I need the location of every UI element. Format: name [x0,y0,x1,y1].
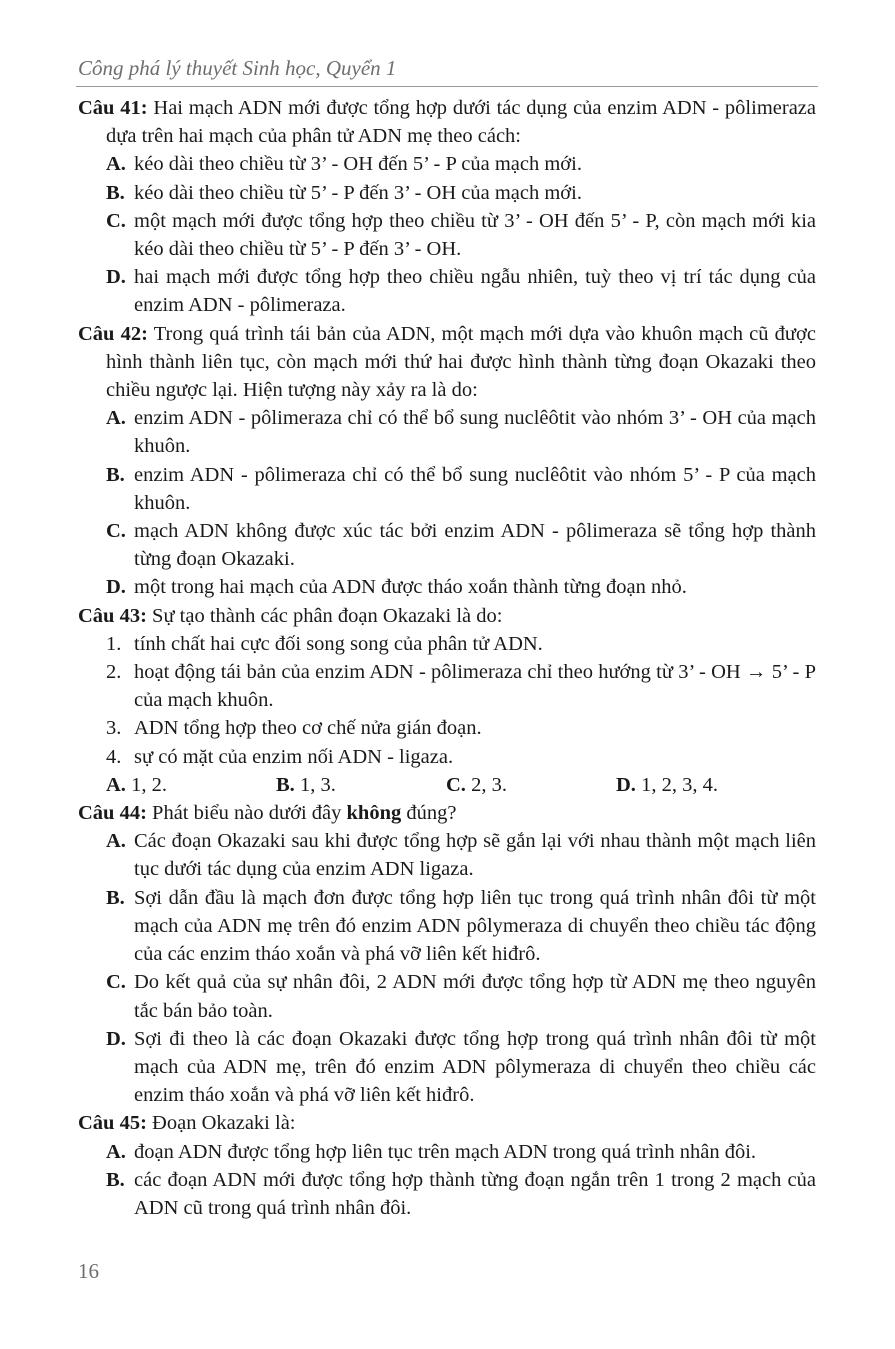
option-a: A. enzim ADN - pôlimeraza chỉ có thể bổ sung nuclêôtit vào nhóm 3’ - OH của mạch khuôn. [106,407,816,458]
question-text: Đoạn Okazaki là: [146,1112,296,1135]
option-c: C. Do kết quả của sự nhân đôi, 2 ADN mới được tổng hợp từ ADN mẹ theo nguyên tắc bán bảo toàn. [106,971,816,1022]
statement-3: 3. ADN tổng hợp theo cơ chế nửa gián đoạn. [106,717,482,740]
option-a: A. Các đoạn Okazaki sau khi được tổng hợp sẽ gắn lại với nhau thành một mạch liên tục dưới tác dụng của enzim ADN ligaza. [106,830,816,881]
option-d: D. một trong hai mạch của ADN được tháo xoắn thành từng đoạn nhỏ. [106,576,687,599]
option-a: A. kéo dài theo chiều từ 3’ - OH đến 5’ - P của mạch mới. [106,153,582,176]
option-d: D. Sợi đi theo là các đoạn Okazaki được tổng hợp trong quá trình nhân đôi từ một mạch của ADN mẹ, trên đó enzim ADN pôlymeraza di chuyển theo chiều các enzim tháo xoắn và phá vỡ liên kết hiđrô. [106,1027,816,1107]
option-b: B. enzim ADN - pôlimeraza chỉ có thể bổ sung nuclêôtit vào nhóm 5’ - P của mạch khuôn. [106,463,816,514]
question-text: Hai mạch ADN mới được tổng hợp dưới tác dụng của enzim ADN - pôlimeraza dựa trên hai mạch của phân tử ADN mẹ theo cách: [106,97,816,148]
option-b: B. các đoạn ADN mới được tổng hợp thành từng đoạn ngắn trên 1 trong 2 mạch của ADN cũ trong quá trình nhân đôi. [106,1168,816,1219]
page-number: 16 [78,1259,99,1283]
question-label: Câu 43: [78,604,147,627]
option-c: C. mạch ADN không được xúc tác bởi enzim ADN - pôlimeraza sẽ tổng hợp thành từng đoạn Okazaki. [106,520,816,571]
option-d: D. hai mạch mới được tổng hợp theo chiều ngẫu nhiên, tuỳ theo vị trí tác dụng của enzim ADN - pôlimeraza. [106,266,816,317]
question-label: Câu 42: [78,322,148,345]
statement-2: 2. hoạt động tái bản của enzim ADN - pôlimeraza chỉ theo hướng từ 3’ - OH → 5’ - P của mạch khuôn. [106,661,816,712]
statement-4: 4. sự có mặt của enzim nối ADN - ligaza. [106,745,454,768]
statement-1: 1. tính chất hai cực đối song song của phân tử ADN. [106,632,543,655]
question-label: Câu 41: [78,97,148,119]
question-text: Trong quá trình tái bản của ADN, một mạch mới dựa vào khuôn mạch cũ được hình thành liên tục, còn mạch mới thứ hai được hình thành từng đoạn Okazaki theo chiều ngược lại. Hiện tượng này xảy ra là do: [106,322,816,402]
question-45 [78,1109,816,1137]
running-header: Công phá lý thuyết Sinh học, Quyển 1 [78,56,397,80]
option-b: B. Sợi dẫn đầu là mạch đơn được tổng hợp liên tục trong quá trình nhân đôi từ một mạch của ADN mẹ trên đó enzim ADN pôlymeraza di chuyển theo chiều tác động của các enzim tháo xoắn và phá vỡ liên kết hiđrô. [106,886,816,966]
answer-b: B. 1, 3. [276,773,336,796]
option-b: B. kéo dài theo chiều từ 5’ - P đến 3’ - OH của mạch mới. [106,181,582,204]
question-41 [78,94,816,150]
option-a: A. đoạn ADN được tổng hợp liên tục trên mạch ADN trong quá trình nhân đôi. [106,1140,757,1163]
question-43 [78,602,816,630]
question-44: Câu 44: Phát biểu nào dưới đây không đúng? [78,802,457,825]
answer-row [78,771,816,799]
question-42 [78,320,816,405]
page-content [78,94,816,1222]
answer-d: D. 1, 2, 3, 4. [616,773,718,796]
header-rule [76,86,818,87]
question-label: Câu 45: [78,1112,147,1135]
emphasis-not: không [346,802,402,825]
answer-c: C. 2, 3. [446,773,507,796]
question-label: Câu 44: [78,802,147,825]
option-c: C. một mạch mới được tổng hợp theo chiều từ 3’ - OH đến 5’ - P, còn mạch mới kia kéo dài theo chiều từ 5’ - P đến 3’ - OH. [106,209,816,261]
question-text: Sự tạo thành các phân đoạn Okazaki là do: [146,604,503,627]
answer-a: A. 1, 2. [106,773,167,796]
